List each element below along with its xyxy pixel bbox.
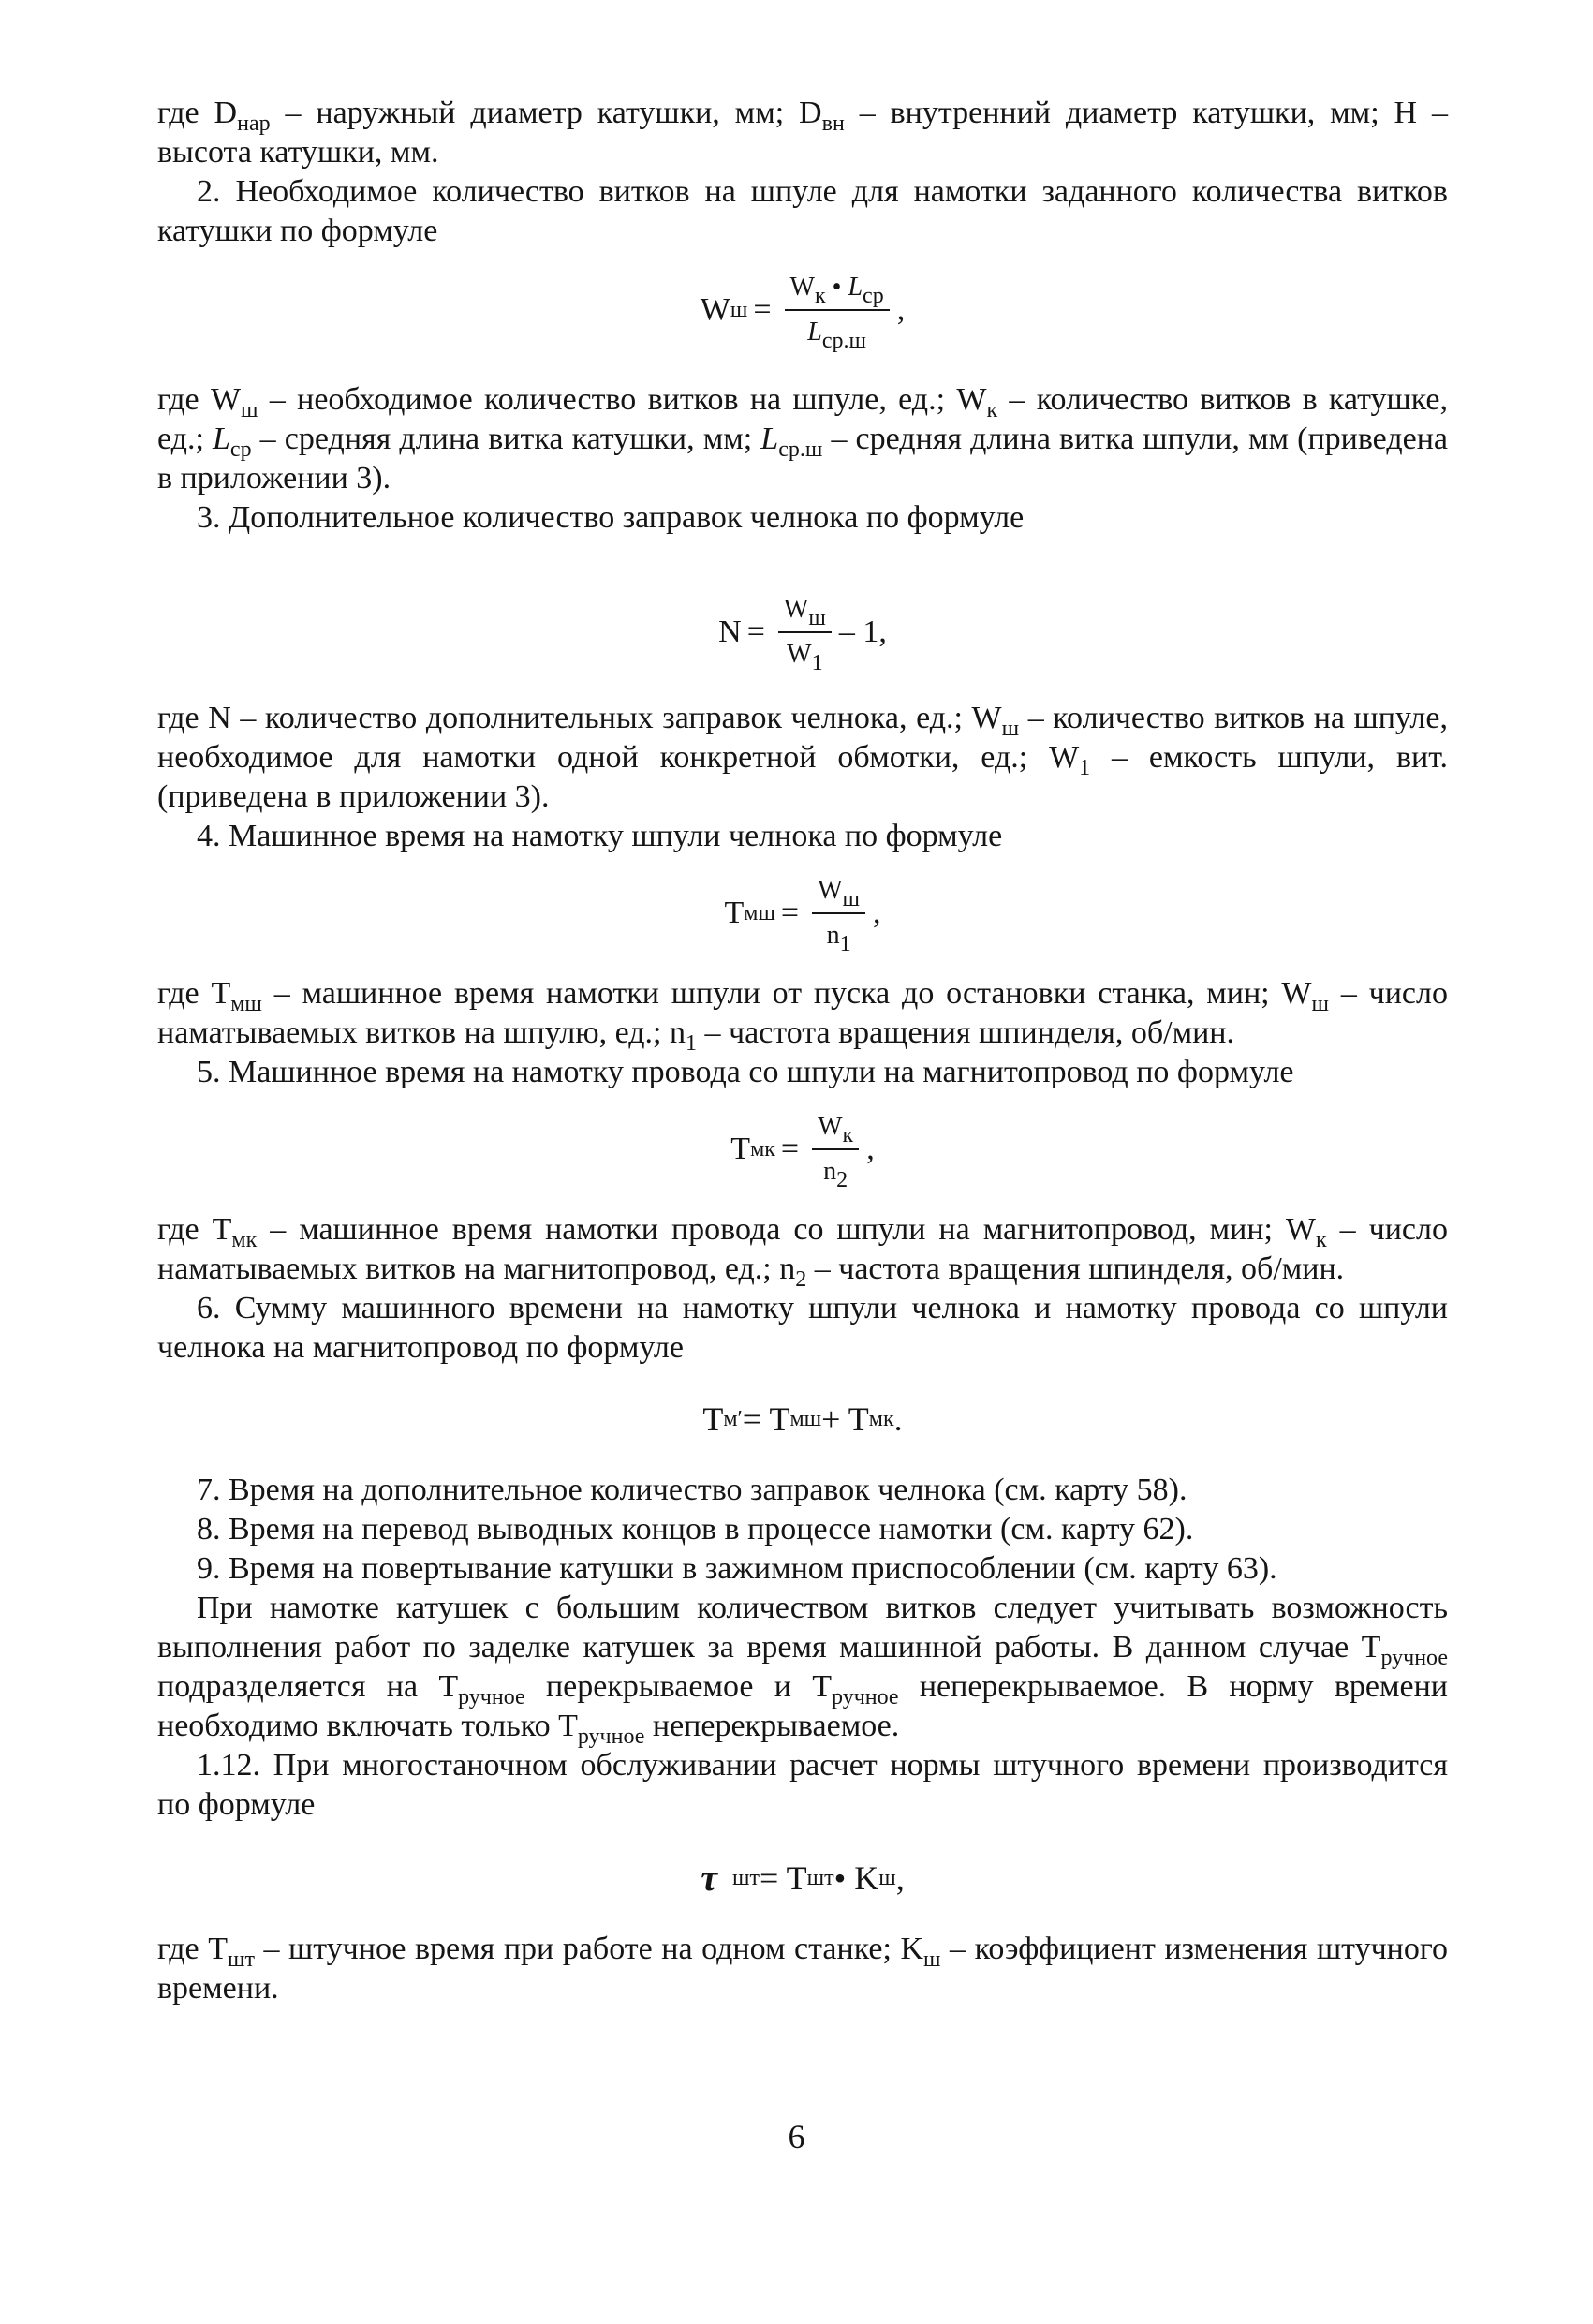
item-8: 8. Время на перевод выводных концов в процессе намотки (см. карту 62).	[197, 1512, 1194, 1547]
item-7: 7. Время на дополнительное количество заправок челнока (см. карту 58).	[197, 1473, 1187, 1507]
formula-n: N = $\frac{W_ш}{W_1}$ – 1,	[157, 590, 1448, 674]
item-2: 2. Необходимое количество витков на шпуле для намотки заданного количества витков катушки по формуле	[157, 174, 1448, 248]
formula-tau-sht: τ шт = T шт • K ш ,	[701, 1857, 905, 1899]
item-6: 6. Сумму машинного времени на намотку шпули челнока и намотку провода со шпули челнока на магнитопровод по формуле	[157, 1291, 1448, 1365]
definition-2: где N – количество дополнительных заправок челнока, ед.; $W_ш$ – количество витков на шпуле, необходимое для намотки одной конкретной обмотки, ед.; $W_1$ – емкость шпули, вит. (приведена в приложении 3).	[157, 701, 1448, 814]
definition-4: где $T_{мк}$ – машинное время намотки провода со шпули на магнитопровод, мин; $W_к$ – число наматываемых витков на магнитопровод, ед.; $n_2$ – частота вращения шпинделя, об/мин.	[157, 1212, 1448, 1292]
definition-6: где $T_{шт}$ – штучное время при работе на одном станке; $K_ш$ – коэффициент изменения штучного времени.	[157, 1932, 1448, 2006]
definition-3: где $T_{мш}$ – машинное время намотки шпули от пуска до остановки станка, мин; $W_ш$ – число наматываемых витков на шпулю, ед.; $n_1$ – частота вращения шпинделя, об/мин.	[157, 976, 1448, 1056]
formula-w-sh: W ш = $\frac{W_к • L_{ср}}{L_{ср.ш}}$ ,	[157, 268, 1448, 352]
page-body	[157, 94, 1448, 2008]
definition-1: где $W_ш$ – необходимое количество витков на шпуле, ед.; $W_к$ – количество витков в катушке, ед.; $L_{ср}$ – средняя длина витка катушки, мм; $L_{ср.ш}$ – средняя длина витка шпули, мм (приведена в приложении 3).	[157, 382, 1449, 496]
page-number: 6	[788, 2118, 805, 2155]
formula-t-mk: T мк = $\frac{W_к}{n_2}$ ,	[157, 1107, 1448, 1192]
item-3: 3. Дополнительное количество заправок челнока по формуле	[197, 500, 1025, 535]
formula-t-m-sum: T м′ = T мш + T мк .	[702, 1400, 903, 1438]
formula-t-msh: T мш = $\frac{W_ш}{n_1}$ ,	[157, 871, 1448, 955]
item-5: 5. Машинное время на намотку провода со шпули на магнитопровод по формуле	[197, 1055, 1294, 1089]
paragraph-manual-time: При намотке катушек с большим количеством витков следует учитывать возможность выполнения работ по заделке катушек за время машинной работы. В данном случае $T_{ручное}$ подразделяется на $T_{ручное}$ перекрываемое и $T_{ручное}$ неперекрываемое. В норму времени необходимо включать только $T_{ручное}$ неперекрываемое.	[157, 1591, 1449, 1749]
item-1-12: 1.12. При многостаночном обслуживании расчет нормы штучного времени производится по формуле	[157, 1748, 1448, 1822]
paragraph-dimensions: где $D_{нар}$ – наружный диаметр катушки, мм; $D_{вн}$ – внутренний диаметр катушки, мм; Н – высота катушки, мм.	[157, 96, 1448, 170]
item-9: 9. Время на повертывание катушки в зажимном приспособлении (см. карту 63).	[197, 1551, 1277, 1586]
item-4: 4. Машинное время на намотку шпули челнока по формуле	[197, 819, 1003, 853]
